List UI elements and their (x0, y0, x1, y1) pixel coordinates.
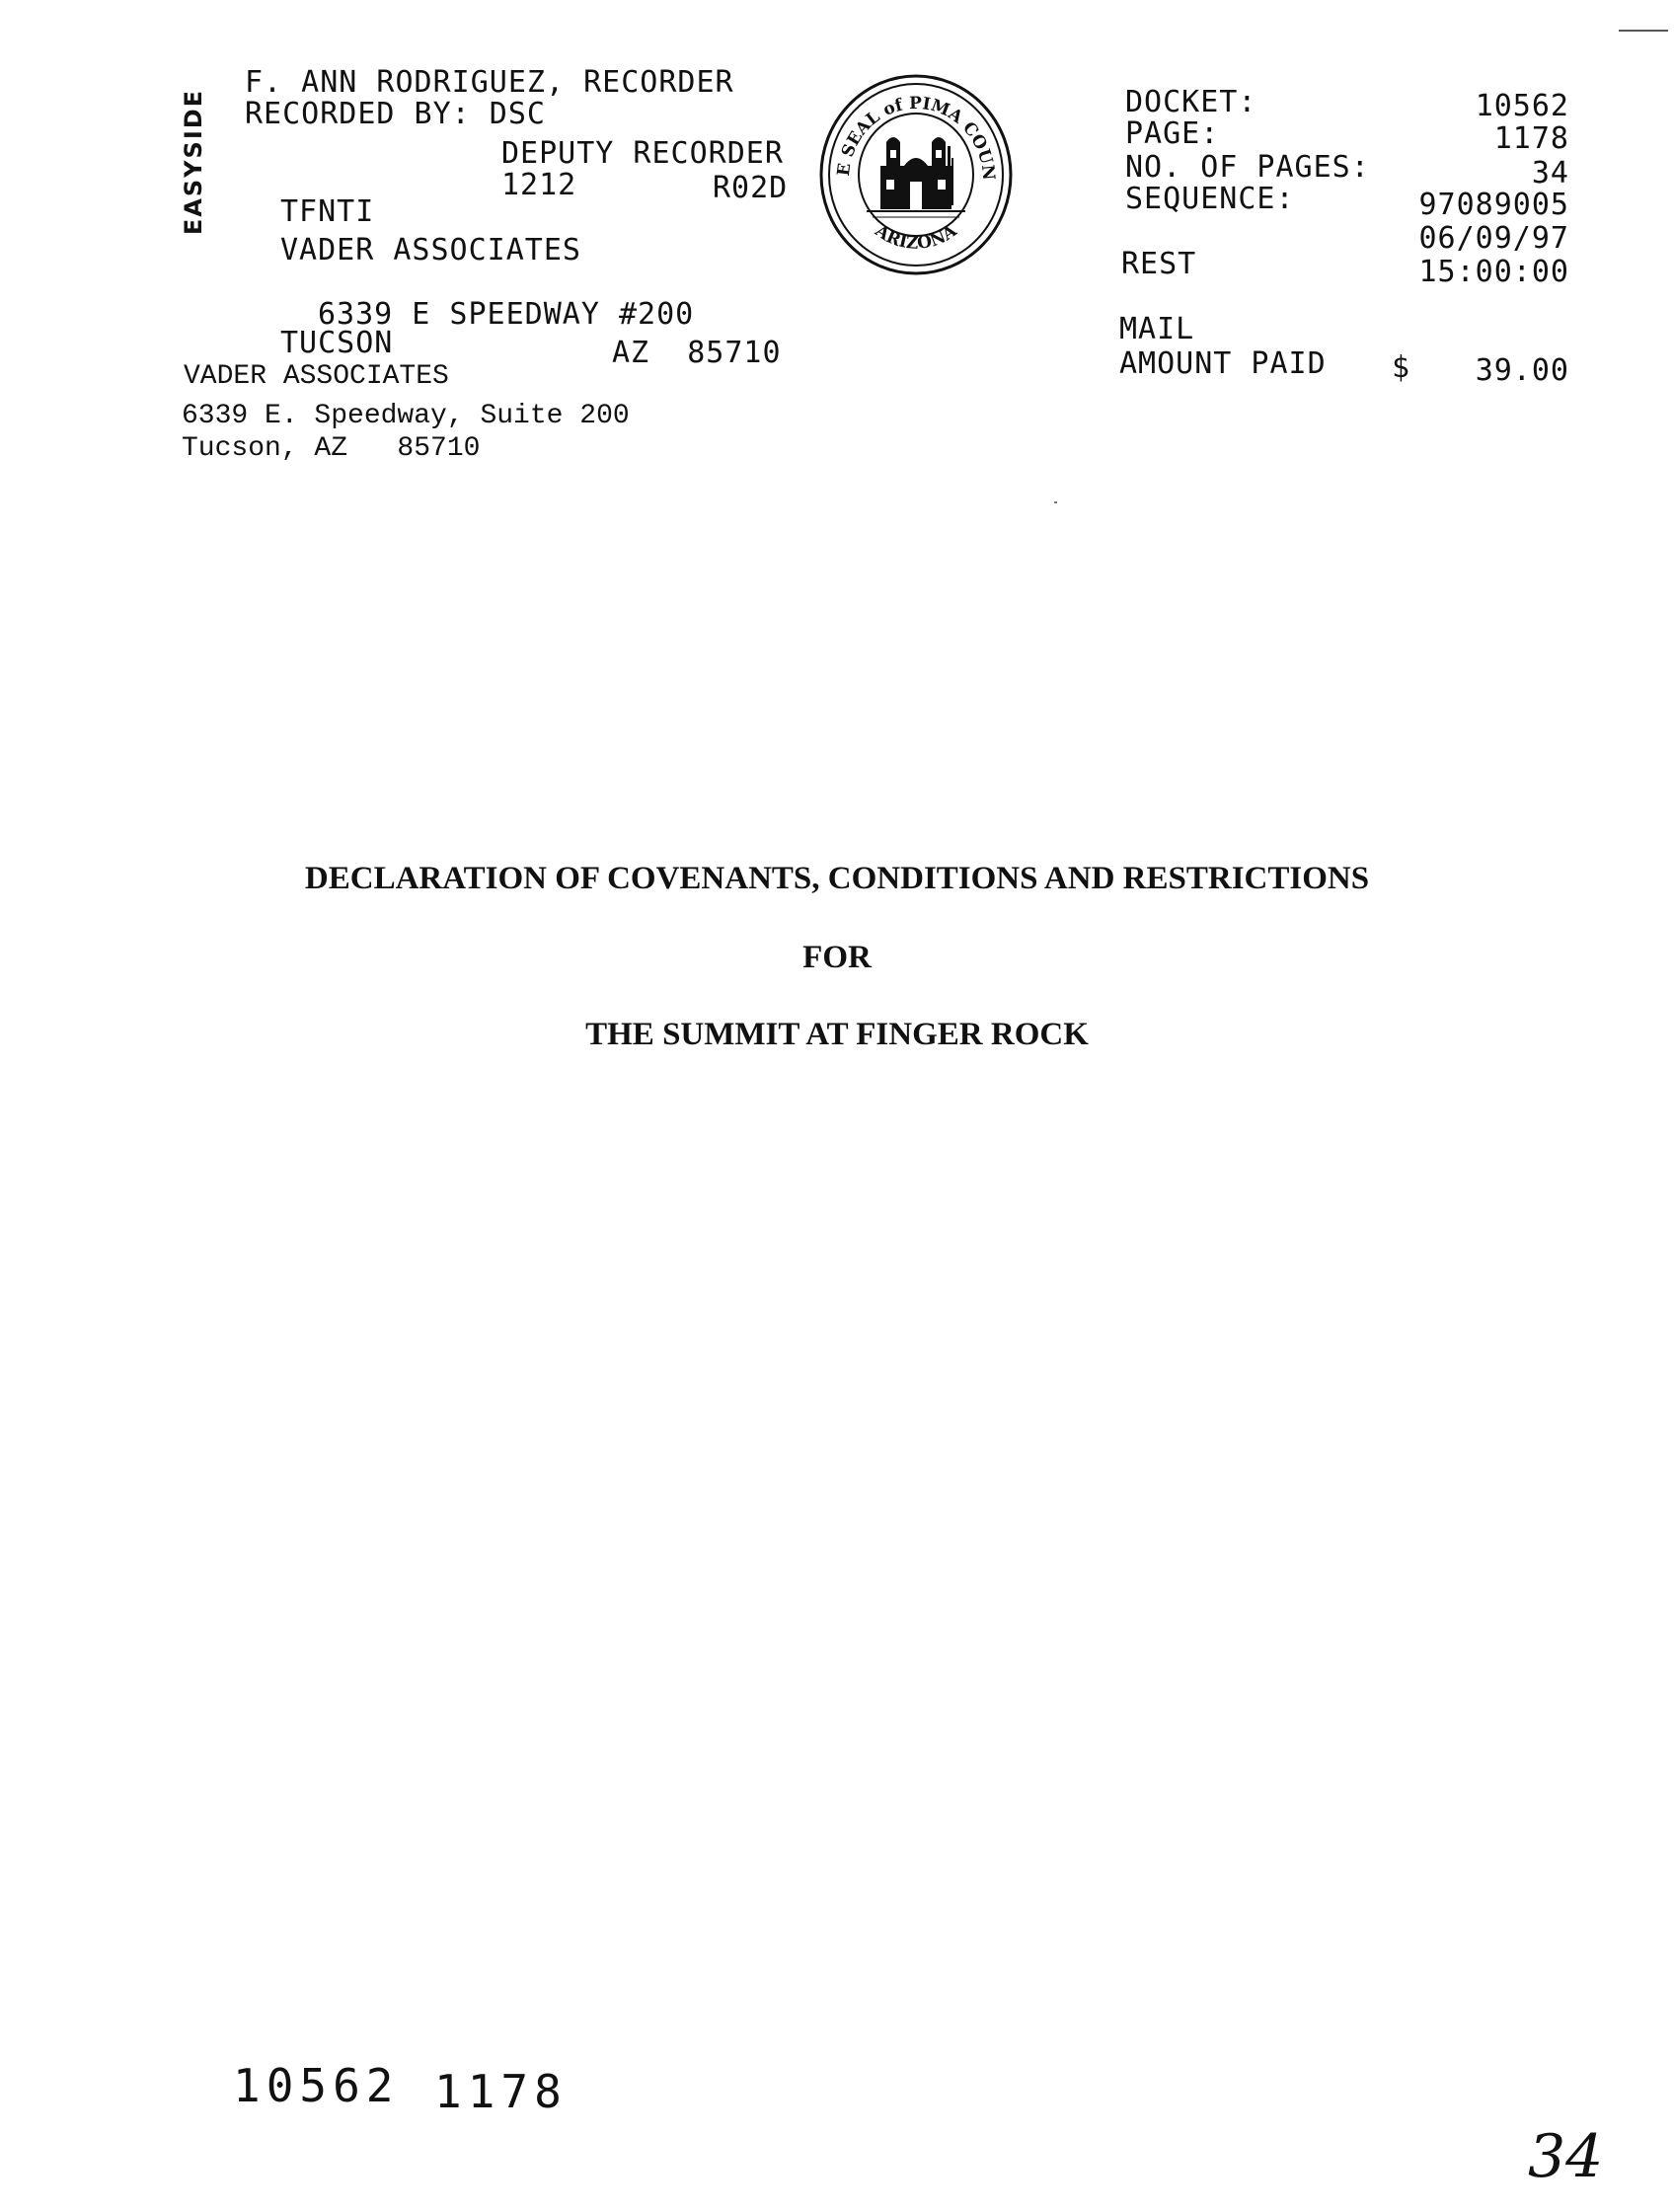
recorder-code-right: R02D (713, 171, 789, 205)
docket-value: 10562 (1475, 89, 1569, 123)
county-seal-icon (817, 71, 1015, 278)
recorder-address: 6339 E SPEEDWAY #200 (318, 297, 695, 332)
recorder-to-name: VADER ASSOCIATES (280, 233, 581, 267)
date-value: 06/09/97 (1418, 221, 1569, 256)
recorder-city: TUCSON (280, 326, 394, 360)
page-value: 1178 (1493, 121, 1569, 156)
mail-label: MAIL (1119, 312, 1195, 346)
pages-label: NO. OF PAGES: (1125, 150, 1370, 185)
page-label: PAGE: (1125, 116, 1220, 151)
return-address-cut-name: VADER ASSOCIATES (184, 361, 449, 392)
currency-symbol: $ (1392, 350, 1411, 385)
recorder-line-2: RECORDED BY: DSC (245, 97, 546, 131)
recorder-to-line: TFNTI (280, 194, 375, 229)
seal-text-top: E SEAL of PIMA COUN (833, 93, 999, 182)
side-stamp: EASYSIDE (180, 88, 208, 236)
recorder-line-1: F. ANN RODRIGUEZ, RECORDER (245, 65, 734, 100)
document-subtitle: THE SUMMIT AT FINGER ROCK (585, 1017, 1089, 1052)
sequence-value: 97089005 (1418, 188, 1569, 222)
recorder-line-3: DEPUTY RECORDER (501, 136, 784, 171)
recorder-code-left: 1212 (501, 168, 577, 202)
recorder-state-zip: AZ 85710 (612, 336, 782, 370)
svg-text:ARIZONA (871, 220, 961, 254)
handwritten-page-count: 34 (1528, 2122, 1604, 2191)
scan-speck (1054, 501, 1057, 503)
return-address-city: Tucson, AZ 85710 (182, 433, 481, 464)
footer-book: 10562 (233, 2059, 400, 2112)
seal-text-bottom: ARIZONA (871, 221, 961, 254)
corner-mark (1619, 30, 1668, 32)
pages-value: 34 (1531, 156, 1569, 191)
amount-value: 39.00 (1475, 353, 1569, 388)
document-title-for: FOR (802, 940, 872, 975)
return-address-street: 6339 E. Speedway, Suite 200 (182, 401, 630, 431)
amount-label: AMOUNT PAID (1119, 346, 1327, 381)
docket-label: DOCKET: (1125, 85, 1257, 119)
time-value: 15:00:00 (1418, 255, 1569, 289)
footer-page: 1178 (434, 2065, 568, 2118)
sequence-label: SEQUENCE: (1125, 182, 1295, 216)
document-title: DECLARATION OF COVENANTS, CONDITIONS AND RESTRICTIONS (304, 861, 1370, 896)
rest-label: REST (1121, 247, 1197, 281)
